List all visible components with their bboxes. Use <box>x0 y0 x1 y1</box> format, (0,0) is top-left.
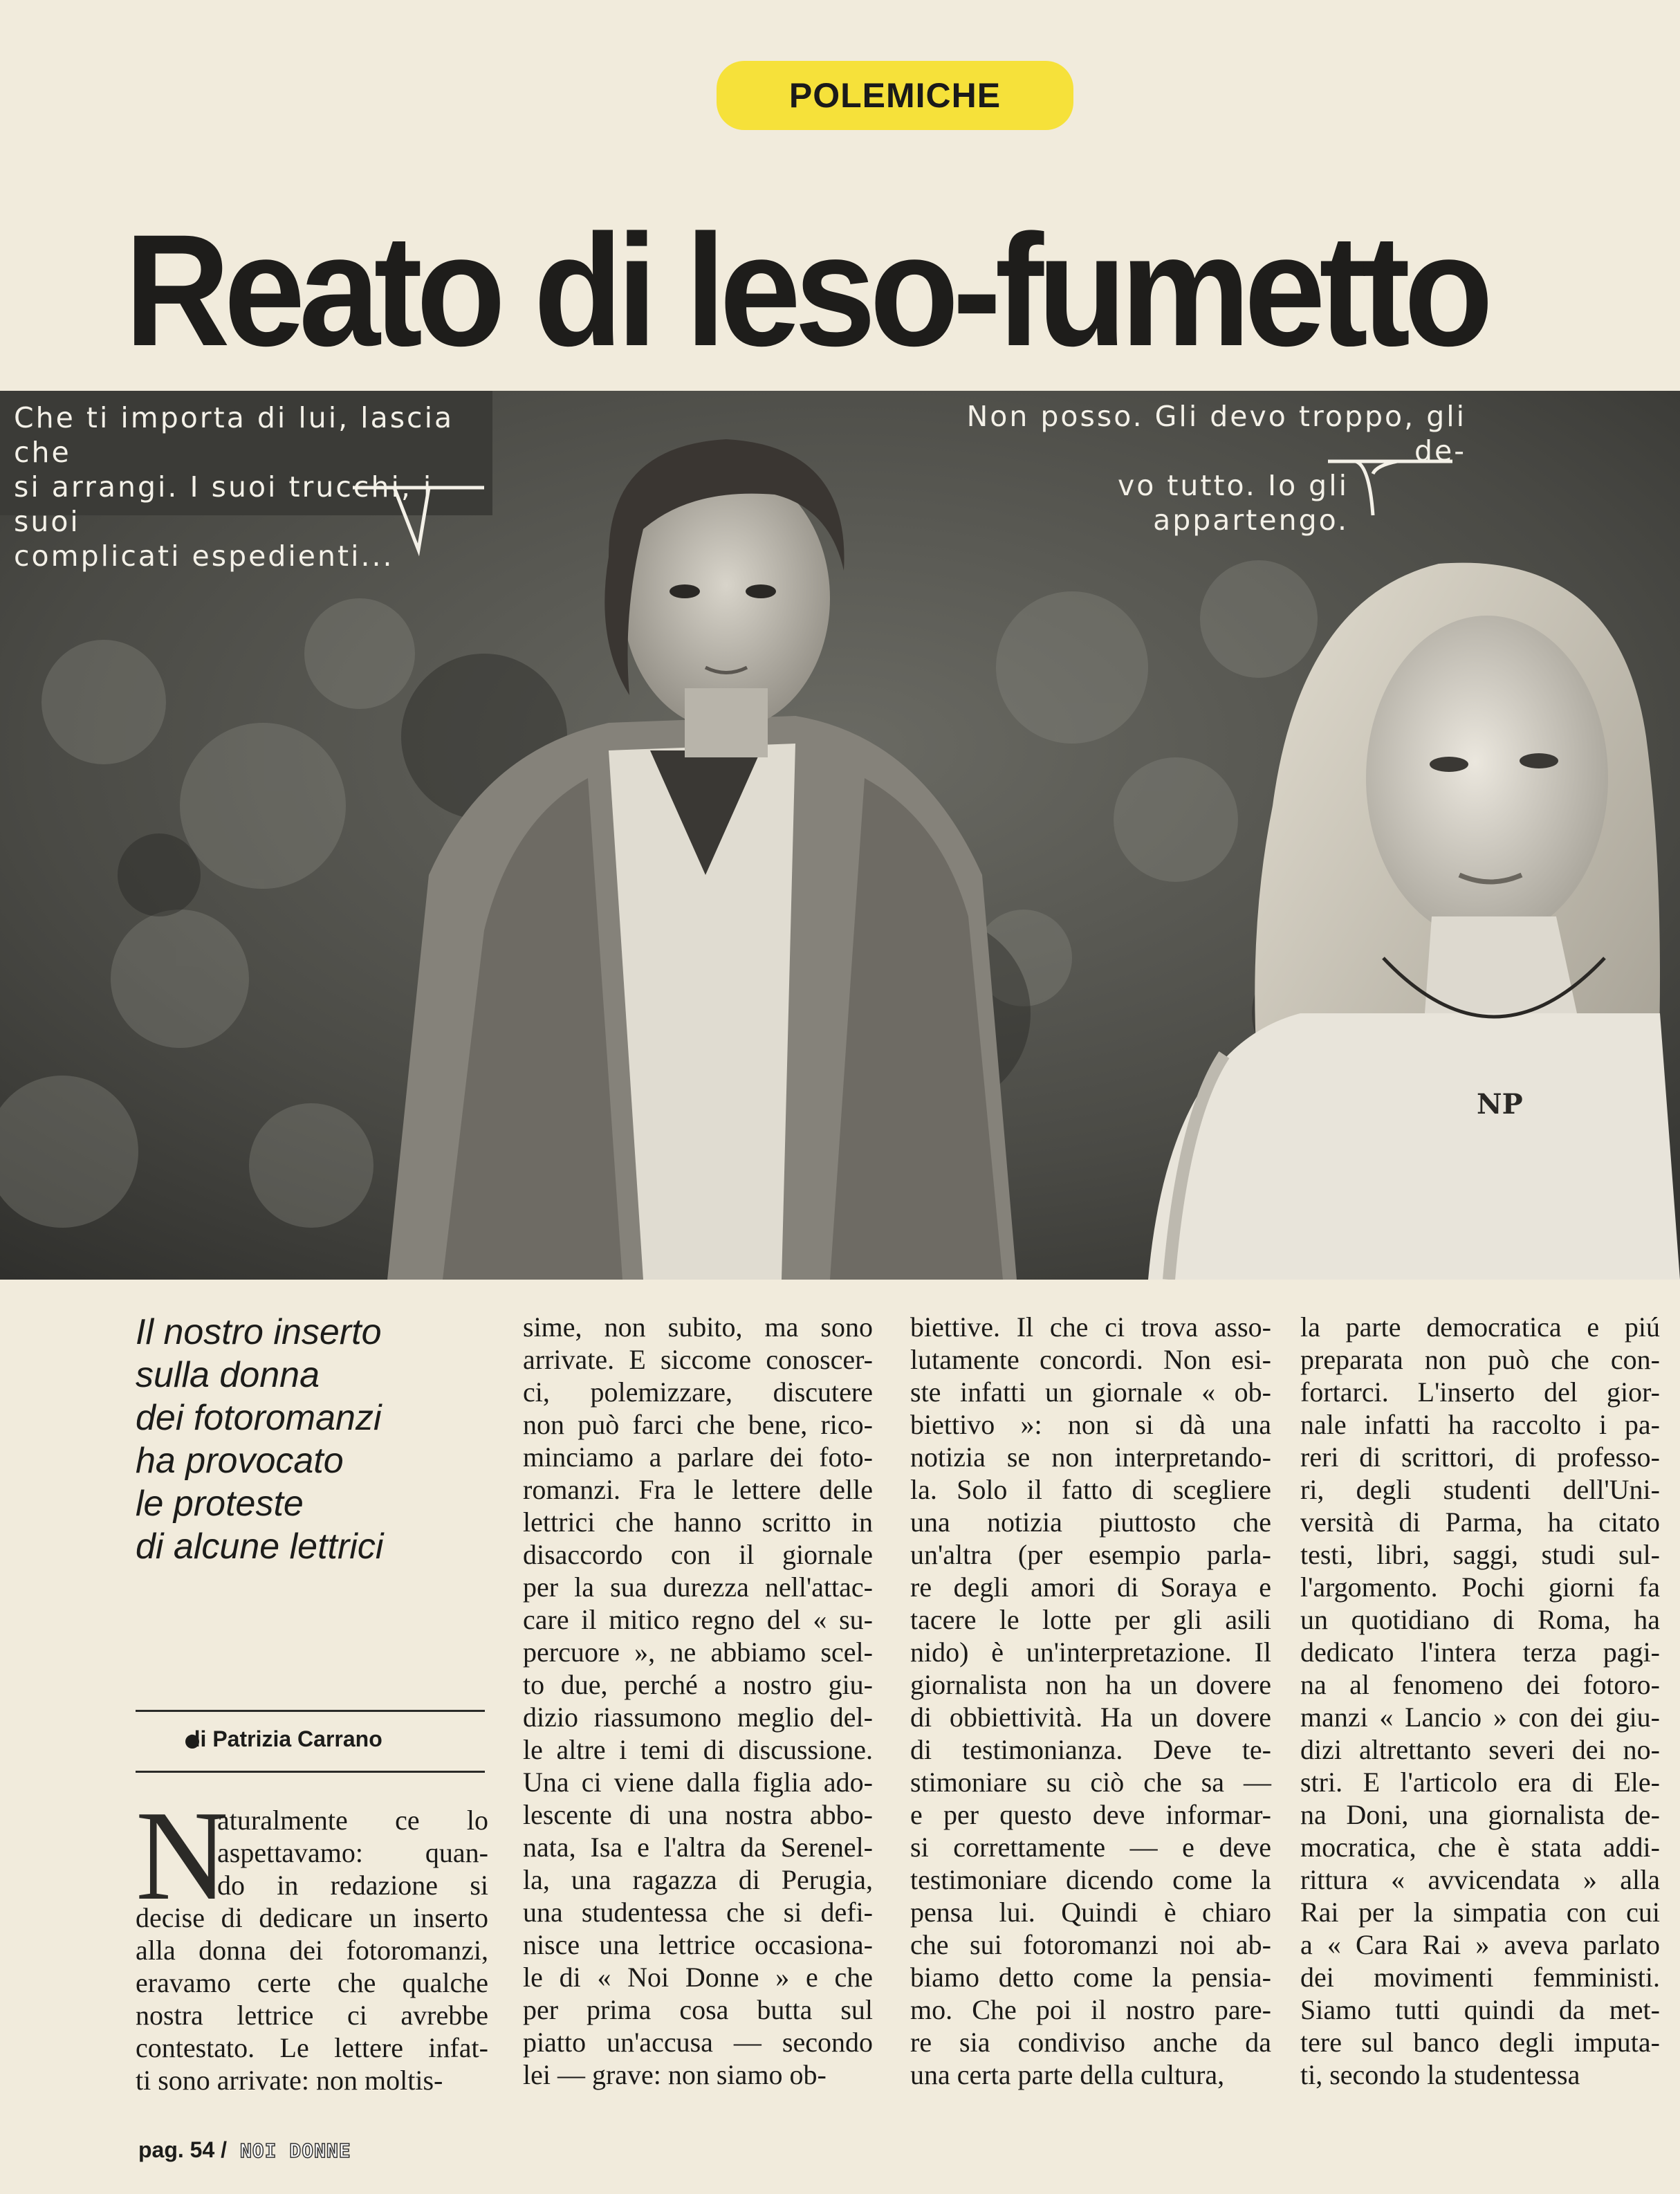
text-line: e per questo deve informar- <box>910 1799 1271 1830</box>
text-line: lutamente concordi. Non esi- <box>910 1344 1271 1375</box>
text-line: versità di Parma, ha citato <box>1300 1506 1660 1538</box>
text-line: to due, perché a nostro giu- <box>523 1669 873 1700</box>
text-line: dei movimenti femministi. <box>1300 1962 1660 1993</box>
text-line: ri, degli studenti dell'Uni- <box>1300 1474 1660 1505</box>
text-line: Siamo tutti quindi da met- <box>1300 1994 1660 2025</box>
text-line: nisce una lettrice occasiona- <box>523 1929 873 1960</box>
text-line: la. Solo il fatto di scegliere <box>910 1474 1271 1505</box>
balloon-right-tail <box>1328 446 1466 522</box>
text-line: nido) è un'interpretazione. Il <box>910 1637 1271 1668</box>
text-line: Rai per la simpatia con cui <box>1300 1897 1660 1928</box>
text-line: testi, libri, saggi, studi sul- <box>1300 1539 1660 1570</box>
text-line: biettive. Il che ci trova asso- <box>910 1311 1271 1343</box>
text-line: una notizia piuttosto che <box>910 1506 1271 1538</box>
balloon-left-tail <box>353 474 491 557</box>
text-line: eravamo certe che qualche <box>136 1967 488 1998</box>
text-line: care il mitico regno del « su- <box>523 1604 873 1635</box>
text-line: nata, Isa e l'altra da Serenel- <box>523 1832 873 1863</box>
article-photo <box>0 391 1680 1280</box>
text-line: stimoniare su ciò che sa — <box>910 1767 1271 1798</box>
text-line: un quotidiano di Roma, ha <box>1300 1604 1660 1635</box>
deck-line: di alcune lettrici <box>136 1527 384 1567</box>
balloon-right-line-2: vo tutto. Io gli appartengo. <box>1117 469 1349 537</box>
article-column-4 <box>1300 1311 1660 2091</box>
text-line: dizio riassumono meglio del- <box>523 1702 873 1733</box>
text-line: dizi altrettanto severi dei no- <box>1300 1734 1660 1765</box>
text-line: biettivo »: non si dà una <box>910 1409 1271 1440</box>
text-line: mocratica, che è stata addi- <box>1300 1832 1660 1863</box>
balloon-left-line-3: complicati espedienti... <box>14 540 394 573</box>
text-line: notizia se non interpretando- <box>910 1441 1271 1473</box>
magazine-logo: NOI DONNE <box>239 2139 351 2162</box>
text-line: biamo detto come la pensia- <box>910 1962 1271 1993</box>
article-column-1 <box>136 1785 488 2096</box>
text-line: ti sono arrivate: non moltis- <box>136 2065 443 2096</box>
text-line: arrivate. E siccome conoscer- <box>523 1344 873 1375</box>
text-line: le altre i temi di discussione. <box>523 1734 873 1765</box>
balloon-left-line-1: Che ti importa di lui, lascia che <box>14 401 454 469</box>
byline-rule-bottom <box>136 1771 485 1773</box>
article-deck <box>136 1311 481 1568</box>
text-line: stri. E l'articolo era di Ele- <box>1300 1767 1660 1798</box>
headline: Reato di leso-fumetto <box>124 201 1487 379</box>
text-line: aspettavamo: quan- <box>217 1837 488 1868</box>
text-line: ti, secondo la studentessa <box>1300 2059 1580 2090</box>
text-line: decise di dedicare un inserto <box>136 1902 488 1933</box>
text-line: ci, polemizzare, discutere <box>523 1376 873 1408</box>
text-line: si correttamente — e deve <box>910 1832 1271 1863</box>
text-line: na Doni, una giornalista de- <box>1300 1799 1660 1830</box>
text-line: a « Cara Rai » aveva parlato <box>1300 1929 1660 1960</box>
text-line: fortarci. L'inserto del gior- <box>1300 1376 1660 1408</box>
text-line: lei — grave: non siamo ob- <box>523 2059 827 2090</box>
byline-rule-top <box>136 1710 485 1712</box>
text-line: che sui fotoromanzi noi ab- <box>910 1929 1271 1960</box>
text-line: tere sul banco degli imputa- <box>1300 2027 1660 2058</box>
text-line: rittura « avvicendata » alla <box>1300 1864 1660 1895</box>
svg-text:NP: NP <box>1477 1088 1523 1121</box>
text-line: re sia condiviso anche da <box>910 2027 1271 2058</box>
text-line: nostra lettrice ci avrebbe <box>136 2000 488 2031</box>
text-line: un'altra (per esempio parla- <box>910 1539 1271 1570</box>
text-line: l'argomento. Pochi giorni fa <box>1300 1571 1660 1603</box>
text-line: Una ci viene dalla figlia ado- <box>523 1767 873 1798</box>
text-line: na al fenomeno dei fotoro- <box>1300 1669 1660 1700</box>
text-line: di obbiettività. Ha un dovere <box>910 1702 1271 1733</box>
deck-line: ha provocato <box>136 1441 344 1481</box>
drop-cap: N <box>136 1785 229 1927</box>
text-line: aturalmente ce lo <box>217 1805 488 1836</box>
text-line: giornalista non ha un dovere <box>910 1669 1271 1700</box>
text-line: minciamo a parlare dei foto- <box>523 1441 873 1473</box>
section-kicker: POLEMICHE <box>717 61 1073 130</box>
text-line: re degli amori di Soraya e <box>910 1571 1271 1603</box>
text-line: preparata non può che con- <box>1300 1344 1660 1375</box>
text-line: mo. Che poi il nostro pare- <box>910 1994 1271 2025</box>
text-line: pensa lui. Quindi è chiaro <box>910 1897 1271 1928</box>
text-line: nale infatti ha raccolto i pa- <box>1300 1409 1660 1440</box>
text-line: percuore », ne abbiamo scel- <box>523 1637 873 1668</box>
text-line: ste infatti un giornale « ob- <box>910 1376 1271 1408</box>
article-column-3 <box>910 1311 1271 2091</box>
text-line: dedicato l'intera terza pagi- <box>1300 1637 1660 1668</box>
text-line: piatto un'accusa — secondo <box>523 2027 873 2058</box>
byline: di Patrizia Carrano <box>187 1726 382 1751</box>
text-line: di testimonianza. Deve te- <box>910 1734 1271 1765</box>
article-column-2 <box>523 1311 873 2091</box>
text-line: la, una ragazza di Perugia, <box>523 1864 873 1895</box>
text-line: testimoniare dicendo come la <box>910 1864 1271 1895</box>
text-line: alla donna dei fotoromanzi, <box>136 1935 488 1966</box>
text-line: non può farci che bene, rico- <box>523 1409 873 1440</box>
text-line: lescente di una nostra abbo- <box>523 1799 873 1830</box>
text-line: manzi « Lancio » con dei giu- <box>1300 1702 1660 1733</box>
deck-line: dei fotoromanzi <box>136 1398 382 1438</box>
text-line: do in redazione si <box>217 1870 488 1901</box>
balloon-right-line-1: Non posso. Gli devo troppo, gli de- <box>966 400 1466 468</box>
text-line: le di « Noi Donne » e che <box>523 1962 873 1993</box>
deck-line: le proteste <box>136 1484 304 1524</box>
text-line: una certa parte della cultura, <box>910 2059 1225 2090</box>
text-line: la parte democratica e piú <box>1300 1311 1660 1343</box>
text-line: lettrici che hanno scritto in <box>523 1506 873 1538</box>
deck-line: sulla donna <box>136 1355 320 1395</box>
text-line: reri di scrittori, di professo- <box>1300 1441 1660 1473</box>
text-line: per prima cosa butta sul <box>523 1994 873 2025</box>
text-line: per la sua durezza nell'attac- <box>523 1571 873 1603</box>
text-line: disaccordo con il giornale <box>523 1539 873 1570</box>
text-line: tacere le lotte per gli asili <box>910 1604 1271 1635</box>
text-line: sime, non subito, ma sono <box>523 1311 873 1343</box>
page-number: pag. 54 / <box>138 2137 228 2162</box>
text-line: contestato. Le lettere infat- <box>136 2032 488 2063</box>
deck-line: Il nostro inserto <box>136 1312 382 1352</box>
text-line: una studentessa che si defi- <box>523 1897 873 1928</box>
page-footer <box>138 2137 351 2163</box>
text-line: romanzi. Fra le lettere delle <box>523 1474 873 1505</box>
balloon-left-line-2: si arrangi. I suoi trucchi, i suoi <box>14 470 434 538</box>
